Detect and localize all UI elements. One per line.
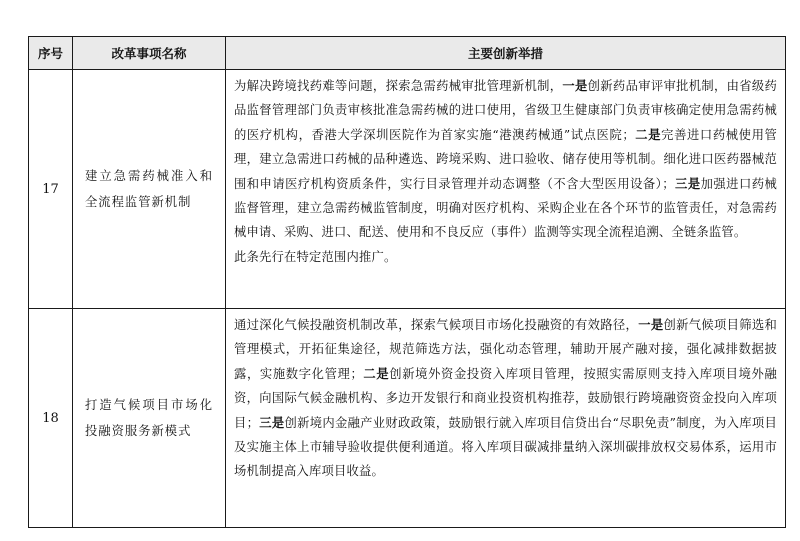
measure-marker: 三是 [674, 176, 701, 191]
row-number: 18 [29, 309, 73, 528]
measure-text: 创新药品审评审批机制，由省级药品监督管理部门负责审核批准急需药械的进口使用，省级卫生健康部门负责审核确定使用急需药械的医疗机构，香港大学深圳医院作为首家实施“港澳药械通”试点医院； [234, 79, 777, 142]
measure-marker: 三是 [259, 415, 285, 430]
table-row [29, 309, 786, 528]
measure-text: 完善进口药械使用管理，建立急需进口药械的品种遴选、跨境采购、进口验收、储存使用等机制。细化进口医药器械范围和申请医疗机构资质条件，实行目录管理并动态调整（不含大型医用设备）； [234, 127, 777, 191]
measure-text: 创新气候项目筛选和管理模式，开拓征集途径，规范筛选方法，强化动态管理，辅助开展产融对接，强化减排数据披露，实施数字化管理； [234, 318, 777, 381]
innovation-measures [226, 309, 786, 528]
reform-item-name: 建立急需药械准入和全流程监管新机制 [73, 70, 226, 309]
row-number: 17 [29, 70, 73, 309]
header-name: 改革事项名称 [73, 37, 226, 70]
measure-text: 创新境外资金投资入库项目管理，按照实需原则支持入库项目境外融资，向国际气候金融机构、多边开发银行和商业投资机构推荐，鼓励银行跨境融资资金投向入库项目； [234, 366, 777, 430]
header-measures: 主要创新举措 [226, 37, 786, 70]
measure-marker: 一是 [638, 318, 664, 332]
header-row [29, 37, 786, 70]
innovation-measures [226, 70, 786, 309]
measure-text: 通过深化气候投融资机制改革，探索气候项目市场化投融资的有效路径， [234, 318, 639, 332]
table-row [29, 70, 786, 309]
measure-text: 为解决跨境找药难等问题，探索急需药械审批管理新机制， [234, 79, 563, 93]
measure-marker: 一是 [562, 79, 588, 93]
measure-text: 加强进口药械监督管理，建立急需药械监管制度，明确对医疗机构、采购企业在各个环节的监管责任，对急需药械申请、采购、进口、配送、使用和不良反应（事件）监测等实现全流程追溯、全链条监管。 [234, 176, 778, 240]
measure-text: 创新境内金融产业财政政策，鼓励银行就入库项目信贷出台“尽职免责”制度，为入库项目及实施主体上市辅导验收提供便利通道。将入库项目碳减排量纳入深圳碳排放权交易体系，运用市场机制提高入库项目收益。 [234, 415, 778, 479]
promotion-note: 此条先行在特定范围内推广。 [234, 249, 397, 264]
reform-item-name: 打造气候项目市场化投融资服务新模式 [73, 309, 226, 528]
reform-table [28, 36, 786, 528]
header-no: 序号 [29, 37, 73, 70]
measure-marker: 二是 [634, 127, 662, 142]
measure-marker: 二是 [362, 366, 390, 381]
